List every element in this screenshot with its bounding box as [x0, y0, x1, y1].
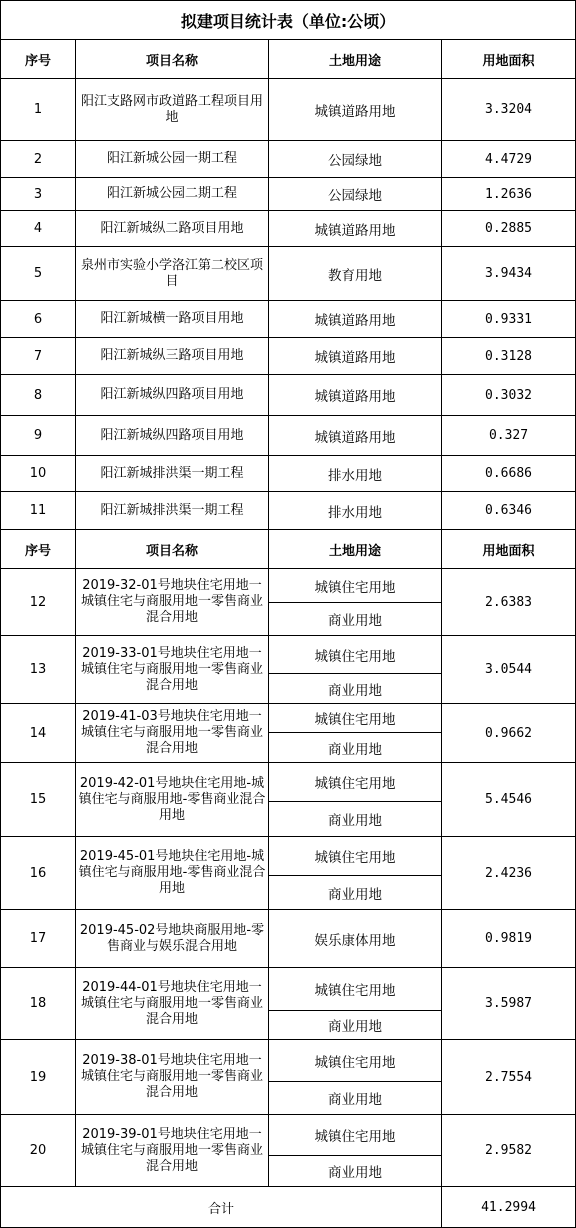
- row-idx: 16: [1, 837, 76, 910]
- table-title: 拟建项目统计表（单位:公顷）: [1, 1, 576, 40]
- table-row: [1, 79, 576, 141]
- row-idx: 3: [1, 178, 76, 211]
- table-row: [1, 456, 576, 492]
- row-use-secondary: 商业用地: [328, 682, 382, 699]
- row-use-split: [269, 763, 442, 837]
- row-area: 0.327: [442, 416, 576, 456]
- row-idx: 13: [1, 636, 76, 704]
- row-name: 2019-41-03号地块住宅用地一城镇住宅与商服用地一零售商业混合用地: [76, 704, 269, 763]
- row-use: 公园绿地: [269, 178, 442, 211]
- table-row: [1, 704, 576, 763]
- row-use: 城镇道路用地: [269, 301, 442, 338]
- row-area: 1.2636: [442, 178, 576, 211]
- row-name: 阳江新城纵二路项目用地: [76, 211, 269, 247]
- row-name: 阳江新城横一路项目用地: [76, 301, 269, 338]
- row-area: 2.4236: [442, 837, 576, 910]
- table-row: [1, 636, 576, 704]
- table-row: [1, 141, 576, 178]
- table-row: [1, 375, 576, 416]
- row-use: 教育用地: [269, 247, 442, 301]
- row-area: 5.4546: [442, 763, 576, 837]
- row-area: 2.6383: [442, 569, 576, 636]
- row-name: 2019-32-01号地块住宅用地一城镇住宅与商服用地一零售商业混合用地: [76, 569, 269, 636]
- row-area: 0.6346: [442, 492, 576, 530]
- row-idx: 1: [1, 79, 76, 141]
- row-use: 公园绿地: [269, 141, 442, 178]
- row-area: 3.3204: [442, 79, 576, 141]
- row-area: 4.4729: [442, 141, 576, 178]
- header-area: 用地面积: [442, 40, 576, 79]
- table-row: [1, 763, 576, 837]
- table-row: [1, 338, 576, 375]
- row-use-primary: 城镇住宅用地: [269, 968, 441, 1011]
- row-use: 城镇道路用地: [269, 79, 442, 141]
- row-name: 阳江新城纵四路项目用地: [76, 375, 269, 416]
- header-idx: 序号: [1, 530, 76, 569]
- row-idx: 12: [1, 569, 76, 636]
- row-area: 0.2885: [442, 211, 576, 247]
- row-name: 阳江支路网市政道路工程项目用地: [76, 79, 269, 141]
- row-idx: 14: [1, 704, 76, 763]
- row-name: 阳江新城公园二期工程: [76, 178, 269, 211]
- row-use-primary: 城镇住宅用地: [269, 837, 441, 876]
- table-row: [1, 1115, 576, 1187]
- row-use-secondary: 商业用地: [328, 613, 382, 629]
- row-name: 泉州市实验小学洛江第二校区项目: [76, 247, 269, 301]
- header-name: 项目名称: [76, 40, 269, 79]
- table-row: [1, 211, 576, 247]
- row-name: 2019-45-02号地块商服用地-零售商业与娱乐混合用地: [76, 910, 269, 968]
- header-row: [1, 530, 576, 569]
- row-idx: 19: [1, 1040, 76, 1115]
- table-row: [1, 492, 576, 530]
- row-use: 城镇道路用地: [269, 375, 442, 416]
- row-name: 2019-33-01号地块住宅用地一城镇住宅与商服用地一零售商业混合用地: [76, 636, 269, 704]
- row-area: 0.9331: [442, 301, 576, 338]
- table-row: [1, 569, 576, 636]
- row-use: 排水用地: [269, 492, 442, 530]
- row-use-split: [269, 636, 442, 704]
- row-name: 阳江新城排洪渠一期工程: [76, 456, 269, 492]
- row-area: 0.9819: [442, 910, 576, 968]
- table-row: [1, 910, 576, 968]
- row-area: 2.7554: [442, 1040, 576, 1115]
- row-use-split: [269, 569, 442, 636]
- header-idx: 序号: [1, 40, 76, 79]
- row-use-secondary: 商业用地: [328, 813, 382, 829]
- row-name: 阳江新城公园一期工程: [76, 141, 269, 178]
- table-row: [1, 837, 576, 910]
- row-use-secondary: 商业用地: [328, 1165, 382, 1181]
- row-use-secondary: 商业用地: [328, 886, 382, 903]
- row-area: 3.0544: [442, 636, 576, 704]
- row-area: 2.9582: [442, 1115, 576, 1187]
- row-idx: 10: [1, 456, 76, 492]
- table-row: [1, 1040, 576, 1115]
- table-row: [1, 968, 576, 1040]
- row-use-primary: 城镇住宅用地: [269, 1115, 441, 1156]
- total-row: [1, 1187, 576, 1228]
- row-name: 2019-42-01号地块住宅用地-城镇住宅与商服用地-零售商业混合用地: [76, 763, 269, 837]
- row-use-primary: 城镇住宅用地: [269, 1040, 441, 1082]
- row-use: 城镇道路用地: [269, 338, 442, 375]
- row-use-secondary: 商业用地: [328, 1092, 382, 1108]
- row-idx: 17: [1, 910, 76, 968]
- row-idx: 9: [1, 416, 76, 456]
- row-use-primary: 城镇住宅用地: [269, 704, 441, 733]
- row-name: 2019-45-01号地块住宅用地-城镇住宅与商服用地-零售商业混合用地: [76, 837, 269, 910]
- row-use-primary: 城镇住宅用地: [269, 636, 441, 674]
- row-idx: 5: [1, 247, 76, 301]
- row-use-secondary: 商业用地: [328, 1019, 382, 1035]
- total-label: 合计: [1, 1187, 442, 1228]
- row-name: 2019-38-01号地块住宅用地一城镇住宅与商服用地一零售商业混合用地: [76, 1040, 269, 1115]
- row-use: 娱乐康体用地: [269, 910, 442, 968]
- row-use-primary: 城镇住宅用地: [269, 763, 441, 802]
- row-use-primary: 城镇住宅用地: [269, 569, 441, 603]
- row-name: 阳江新城纵四路项目用地: [76, 416, 269, 456]
- row-use-secondary: 商业用地: [328, 741, 382, 758]
- table-row: [1, 178, 576, 211]
- row-use: 城镇道路用地: [269, 416, 442, 456]
- total-area: 41.2994: [442, 1187, 576, 1228]
- table-row: [1, 301, 576, 338]
- row-use-split: [269, 704, 442, 763]
- title-row: [1, 1, 576, 40]
- row-use-split: [269, 968, 442, 1040]
- row-name: 阳江新城纵三路项目用地: [76, 338, 269, 375]
- header-row: [1, 40, 576, 79]
- row-area: 0.9662: [442, 704, 576, 763]
- row-area: 0.3032: [442, 375, 576, 416]
- header-use: 土地用途: [269, 530, 442, 569]
- row-name: 阳江新城排洪渠一期工程: [76, 492, 269, 530]
- table-row: [1, 247, 576, 301]
- row-use-split: [269, 1115, 442, 1187]
- row-idx: 6: [1, 301, 76, 338]
- row-use: 城镇道路用地: [269, 211, 442, 247]
- row-idx: 2: [1, 141, 76, 178]
- row-idx: 20: [1, 1115, 76, 1187]
- header-use: 土地用途: [269, 40, 442, 79]
- row-idx: 15: [1, 763, 76, 837]
- row-area: 3.5987: [442, 968, 576, 1040]
- row-idx: 7: [1, 338, 76, 375]
- row-area: 3.9434: [442, 247, 576, 301]
- row-use: 排水用地: [269, 456, 442, 492]
- row-idx: 8: [1, 375, 76, 416]
- row-idx: 18: [1, 968, 76, 1040]
- row-use-split: [269, 1040, 442, 1115]
- table-row: [1, 416, 576, 456]
- row-name: 2019-39-01号地块住宅用地一城镇住宅与商服用地一零售商业混合用地: [76, 1115, 269, 1187]
- row-use-split: [269, 837, 442, 910]
- header-name: 项目名称: [76, 530, 269, 569]
- header-area: 用地面积: [442, 530, 576, 569]
- row-idx: 11: [1, 492, 76, 530]
- row-idx: 4: [1, 211, 76, 247]
- row-area: 0.6686: [442, 456, 576, 492]
- row-area: 0.3128: [442, 338, 576, 375]
- row-name: 2019-44-01号地块住宅用地一城镇住宅与商服用地一零售商业混合用地: [76, 968, 269, 1040]
